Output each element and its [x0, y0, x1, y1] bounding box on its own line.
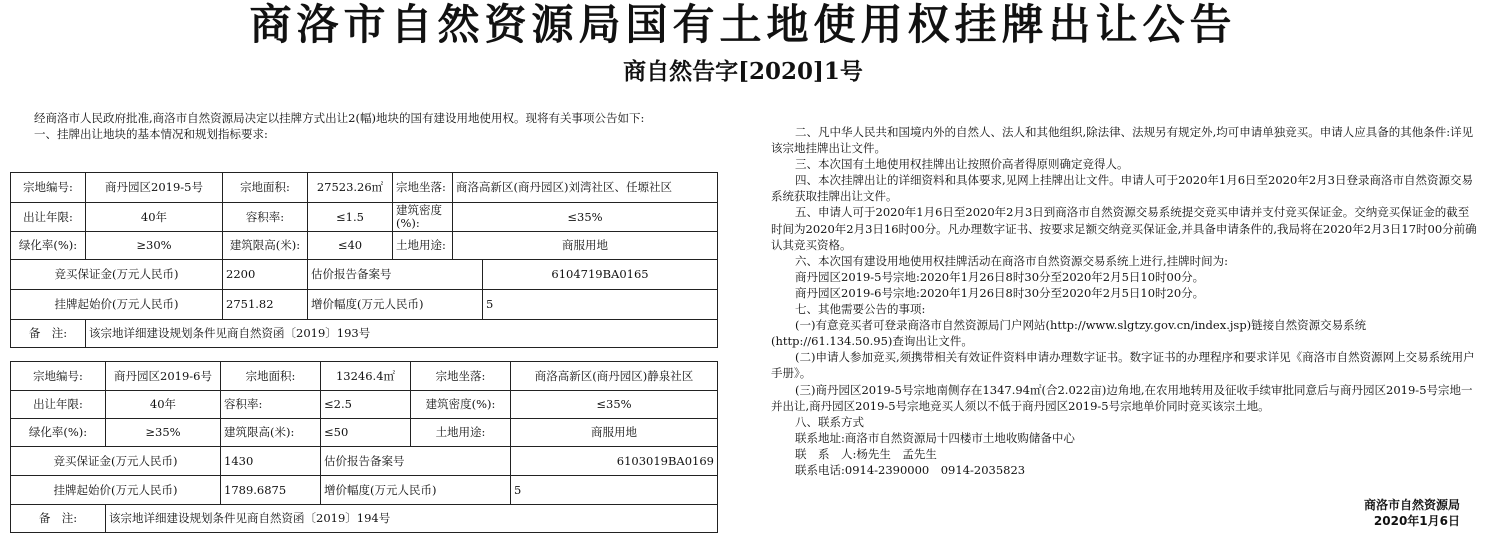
table-row: [11, 447, 718, 476]
other-matter-1: (一)有意竞买者可登录商洛市自然资源局门户网站(http://www.slgtzy.gov.cn/index.jsp)链接自然资源交易系统(http://61.134.50.95)查询出让文件。: [771, 318, 1367, 349]
deposit-label: 竞买保证金(万元人民币): [11, 447, 221, 476]
remark-label: 备 注:: [11, 505, 106, 533]
far-label: 容积率:: [223, 203, 308, 232]
table-row: [11, 173, 718, 203]
height-label: 建筑限高(米):: [221, 419, 321, 447]
left-column-text: [10, 110, 718, 142]
paragraph-listing-time: 六、本次国有建设用地使用权挂牌活动在商洛市自然资源交易系统上进行,挂牌时间为:: [795, 253, 1229, 268]
record-value: 6104719BA0165: [483, 260, 718, 290]
parcel-no-label: 宗地编号:: [11, 173, 86, 203]
contact-phone: 联系电话:0914-2390000 0914-2035823: [795, 462, 1026, 477]
table-row: [11, 203, 718, 232]
term-label: 出让年限:: [11, 391, 106, 419]
table-row: [11, 260, 718, 290]
right-column-text: [771, 124, 1479, 478]
density-value: ≤35%: [511, 391, 718, 419]
table-row: [11, 232, 718, 260]
table-row: [11, 419, 718, 447]
height-label: 建筑限高(米):: [223, 232, 308, 260]
far-value: ≤1.5: [308, 203, 393, 232]
area-label: 宗地面积:: [223, 173, 308, 203]
start-price-label: 挂牌起始价(万元人民币): [11, 290, 223, 320]
paragraph-documents: 四、本次挂牌出让的详细资料和具体要求,见网上挂牌出让文件。申请人可于2020年1月6日至2020年2月3日登录商洛市自然资源交易系统获取挂牌出让文件。: [771, 173, 1473, 204]
intro-paragraph: 经商洛市人民政府批准,商洛市自然资源局决定以挂牌方式出让2(幅)地块的国有建设用地使用权。现将有关事项公告如下:: [34, 111, 645, 125]
record-label: 估价报告备案号: [321, 447, 511, 476]
increment-label: 增价幅度(万元人民币): [321, 476, 511, 505]
deposit-value: 2200: [223, 260, 308, 290]
remark-value: 该宗地详细建设规划条件见商自然资函〔2019〕194号: [106, 505, 718, 533]
increment-value: 5: [483, 290, 718, 320]
location-label: 宗地坐落:: [393, 173, 453, 203]
area-value: 27523.26㎡: [308, 173, 393, 203]
listing-time-parcel-2: 商丹园区2019-6号宗地:2020年1月26日8时30分至2020年2月5日10时20分。: [795, 285, 1205, 300]
remark-label: 备 注:: [11, 320, 86, 348]
density-value: ≤35%: [453, 203, 718, 232]
paragraph-other-matters: 七、其他需要公告的事项:: [795, 302, 926, 317]
listing-time-parcel-1: 商丹园区2019-5号宗地:2020年1月26日8时30分至2020年2月5日10时00分。: [795, 269, 1205, 284]
contact-person: 联 系 人:杨先生 孟先生: [795, 446, 937, 461]
paragraph-deposit: 五、申请人可于2020年1月6日至2020年2月3日到商洛市自然资源交易系统提交竞买申请并支付竞买保证金。交纳竞买保证金的截至时间为2020年2月3日16时00分。凡办理数字证书、按要求足额交纳竞买保证金,并具备申请条件的,我局将在2020年2月3日17时00分前确认其竞买资格。: [771, 205, 1477, 252]
use-value: 商服用地: [453, 232, 718, 260]
section-1-heading: 一、挂牌出让地块的基本情况和规划指标要求:: [34, 127, 268, 141]
term-value: 40年: [86, 203, 223, 232]
far-label: 容积率:: [221, 391, 321, 419]
green-label: 绿化率(%):: [11, 419, 106, 447]
green-label: 绿化率(%):: [11, 232, 86, 260]
area-label: 宗地面积:: [221, 362, 321, 391]
start-price-value: 1789.6875: [221, 476, 321, 505]
table-row: [11, 476, 718, 505]
use-label: 土地用途:: [393, 232, 453, 260]
paragraph-eligibility: 二、凡中华人民共和国境内外的自然人、法人和其他组织,除法律、法规另有规定外,均可申请单独竞买。申请人应具备的其他条件:详见该宗地挂牌出让文件。: [771, 125, 1474, 156]
parcel-no: 商丹园区2019-6号: [106, 362, 221, 391]
record-value: 6103019BA0169: [511, 447, 718, 476]
increment-value: 5: [511, 476, 718, 505]
table-row: [11, 320, 718, 348]
table-row: [11, 391, 718, 419]
deposit-label: 竞买保证金(万元人民币): [11, 260, 223, 290]
start-price-label: 挂牌起始价(万元人民币): [11, 476, 221, 505]
paragraph-principle: 三、本次国有土地使用权挂牌出让按照价高者得原则确定竞得人。: [795, 157, 1129, 172]
use-label: 土地用途:: [411, 419, 511, 447]
notice-title: 商洛市自然资源局国有土地使用权挂牌出让公告: [249, 0, 1237, 49]
area-value: 13246.4㎡: [321, 362, 411, 391]
start-price-value: 2751.82: [223, 290, 308, 320]
height-value: ≤40: [308, 232, 393, 260]
location-value: 商洛高新区(商丹园区)刘湾社区、任塬社区: [453, 173, 718, 203]
deposit-value: 1430: [221, 447, 321, 476]
record-label: 估价报告备案号: [308, 260, 483, 290]
increment-label: 增价幅度(万元人民币): [308, 290, 483, 320]
use-value: 商服用地: [511, 419, 718, 447]
term-label: 出让年限:: [11, 203, 86, 232]
term-value: 40年: [106, 391, 221, 419]
signature-date: 2020年1月6日: [1373, 514, 1460, 528]
height-value: ≤50: [321, 419, 411, 447]
location-label: 宗地坐落:: [411, 362, 511, 391]
green-value: ≥30%: [86, 232, 223, 260]
far-value: ≤2.5: [321, 391, 411, 419]
table-row: [11, 362, 718, 391]
remark-value: 该宗地详细建设规划条件见商自然资函〔2019〕193号: [86, 320, 718, 348]
contact-address: 联系地址:商洛市自然资源局十四楼市土地收购储备中心: [795, 430, 1075, 445]
other-matter-3: (三)商丹园区2019-5号宗地南侧存在1347.94㎡(合2.022亩)边角地,在农用地转用及征收手续审批同意后与商丹园区2019-5号宗地一并出让,商丹园区2019-5号宗地竞买人须以不低于商丹园区2019-5号宗地单价同时竞买该宗土地。: [771, 382, 1473, 413]
parcel-no-label: 宗地编号:: [11, 362, 106, 391]
paragraph-contact: 八、联系方式: [795, 414, 864, 429]
green-value: ≥35%: [106, 419, 221, 447]
parcel-2-table: [10, 361, 718, 533]
parcel-no: 商丹园区2019-5号: [86, 173, 223, 203]
notice-number: 商自然告字[2020]1号: [623, 58, 863, 85]
table-row: [11, 505, 718, 533]
density-label: 建筑密度(%):: [411, 391, 511, 419]
location-value: 商洛高新区(商丹园区)静泉社区: [511, 362, 718, 391]
table-row: [11, 290, 718, 320]
density-label: 建筑密度(%):: [393, 203, 453, 232]
parcel-1-table: [10, 172, 718, 348]
other-matter-2: (二)申请人参加竞买,须携带相关有效证件资料申请办理数字证书。数字证书的办理程序和要求详见《商洛市自然资源网上交易系统用户手册》。: [771, 350, 1475, 381]
signature-org: 商洛市自然资源局: [1363, 498, 1460, 512]
